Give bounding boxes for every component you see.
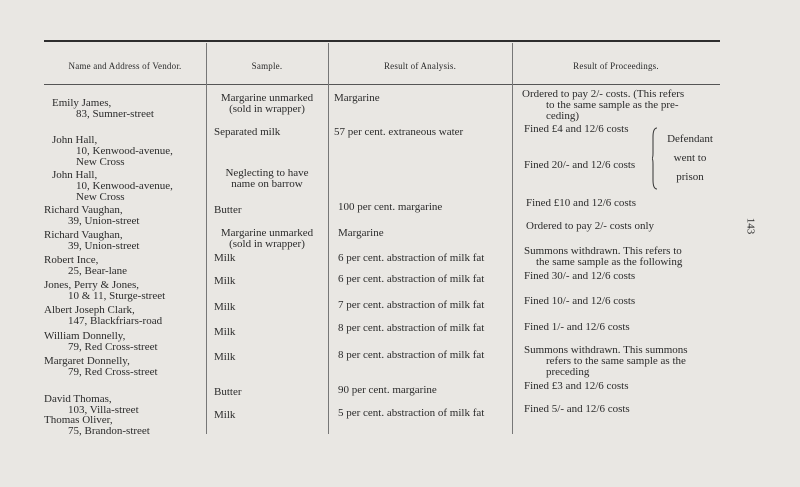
vendor-address: 39, Union-street [68, 240, 140, 252]
vendor-address: New Cross [76, 156, 125, 168]
analysis-cell: 8 per cent. abstraction of milk fat [338, 322, 485, 334]
vendor-name: Margaret Donnelly, [44, 355, 130, 367]
sample-cell: Milk [214, 252, 236, 264]
vendor-name: William Donnelly, [44, 330, 126, 342]
analysis-cell: 90 per cent. margarine [338, 384, 437, 396]
proceedings-cell: Fined 20/- and 12/6 costs [524, 159, 636, 171]
vendor-address: 79, Red Cross-street [68, 366, 158, 378]
vendor-address: 10, Kenwood-avenue, [76, 145, 173, 157]
header-sample: Sample. [251, 61, 283, 71]
sample-cell: Butter [214, 204, 242, 216]
analysis-cell: 8 per cent. abstraction of milk fat [338, 349, 485, 361]
analysis-cell: Margarine [334, 92, 380, 104]
vendor-address: 79, Red Cross-street [68, 341, 158, 353]
analysis-cell: 6 per cent. abstraction of milk fat [338, 252, 485, 264]
vendor-address: 75, Brandon-street [68, 425, 150, 437]
vendor-name: David Thomas, [44, 393, 112, 405]
proceedings-cell: Fined 1/- and 12/6 costs [524, 321, 630, 333]
proceedings-cell: Fined £4 and 12/6 costs [524, 123, 629, 135]
vendor-address: 103, Villa-street [68, 404, 139, 416]
sample-cell: Butter [214, 386, 242, 398]
sample-cell: (sold in wrapper) [229, 238, 305, 250]
vendor-name: Richard Vaughan, [44, 229, 123, 241]
sample-cell: Milk [214, 301, 236, 313]
sample-cell: Milk [214, 326, 236, 338]
vendor-name: John Hall, [52, 134, 98, 146]
analysis-cell: 6 per cent. abstraction of milk fat [338, 273, 485, 285]
proceedings-cell: Summons withdrawn. This summons [524, 344, 688, 356]
analysis-cell: Margarine [338, 227, 384, 239]
proceedings-cell: to the same sample as the pre- [546, 99, 679, 111]
sample-cell: Milk [214, 275, 236, 287]
brace-icon [652, 127, 658, 190]
side-note: Defendant [667, 133, 713, 145]
column-divider [512, 43, 513, 434]
vendor-address: 39, Union-street [68, 215, 140, 227]
header-vendor: Name and Address of Vendor. [68, 61, 182, 71]
vendor-address: 147, Blackfriars-road [68, 315, 163, 327]
proceedings-cell: ceding) [546, 110, 579, 122]
side-note: prison [676, 171, 704, 183]
vendor-name: Emily James, [52, 97, 112, 109]
proceedings-cell: Fined 5/- and 12/6 costs [524, 403, 630, 415]
header-analysis: Result of Analysis. [383, 61, 457, 71]
vendor-name: Robert Ince, [44, 254, 99, 266]
vendor-address: 10 & 11, Sturge-street [68, 290, 166, 302]
analysis-cell: 5 per cent. abstraction of milk fat [338, 407, 485, 419]
header-proceedings: Result of Proceedings. [573, 61, 659, 71]
proceedings-cell: preceding [546, 366, 590, 378]
proceedings-cell: Summons withdrawn. This refers to [524, 245, 682, 257]
proceedings-cell: Fined £3 and 12/6 costs [524, 380, 629, 392]
vendor-name: Thomas Oliver, [44, 414, 113, 426]
proceedings-cell: refers to the same sample as the [546, 355, 686, 367]
sample-cell: Margarine unmarked [220, 227, 314, 239]
proceedings-cell: Ordered to pay 2/- costs only [526, 220, 654, 232]
header-rule [44, 84, 720, 85]
proceedings-cell: Fined 10/- and 12/6 costs [524, 295, 636, 307]
analysis-cell: 57 per cent. extraneous water [334, 126, 464, 138]
vendor-address: 10, Kenwood-avenue, [76, 180, 173, 192]
sample-cell: Milk [214, 351, 236, 363]
vendor-name: Richard Vaughan, [44, 204, 123, 216]
sample-cell: Milk [214, 409, 236, 421]
vendor-name: Albert Joseph Clark, [44, 304, 135, 316]
side-note: went to [673, 152, 707, 164]
analysis-cell: 7 per cent. abstraction of milk fat [338, 299, 485, 311]
sample-cell: (sold in wrapper) [229, 103, 305, 115]
vendor-address: New Cross [76, 191, 125, 203]
vendor-address: 25, Bear-lane [68, 265, 128, 277]
column-divider [328, 43, 329, 434]
sample-cell: name on barrow [231, 178, 303, 190]
vendor-name: Jones, Perry & Jones, [44, 279, 140, 291]
sample-cell: Separated milk [214, 126, 281, 138]
sample-cell: Margarine unmarked [220, 92, 314, 104]
vendor-address: 83, Sumner-street [76, 108, 154, 120]
page-number: 143 [744, 217, 757, 235]
table-top-rule [44, 40, 720, 42]
vendor-name: John Hall, [52, 169, 98, 181]
proceedings-cell: Fined 30/- and 12/6 costs [524, 270, 636, 282]
proceedings-cell: Fined £10 and 12/6 costs [526, 197, 636, 209]
proceedings-cell: Ordered to pay 2/- costs. (This refers [522, 88, 685, 100]
sample-cell: Neglecting to have [225, 167, 309, 179]
proceedings-cell: the same sample as the following [536, 256, 683, 268]
analysis-cell: 100 per cent. margarine [338, 201, 443, 213]
